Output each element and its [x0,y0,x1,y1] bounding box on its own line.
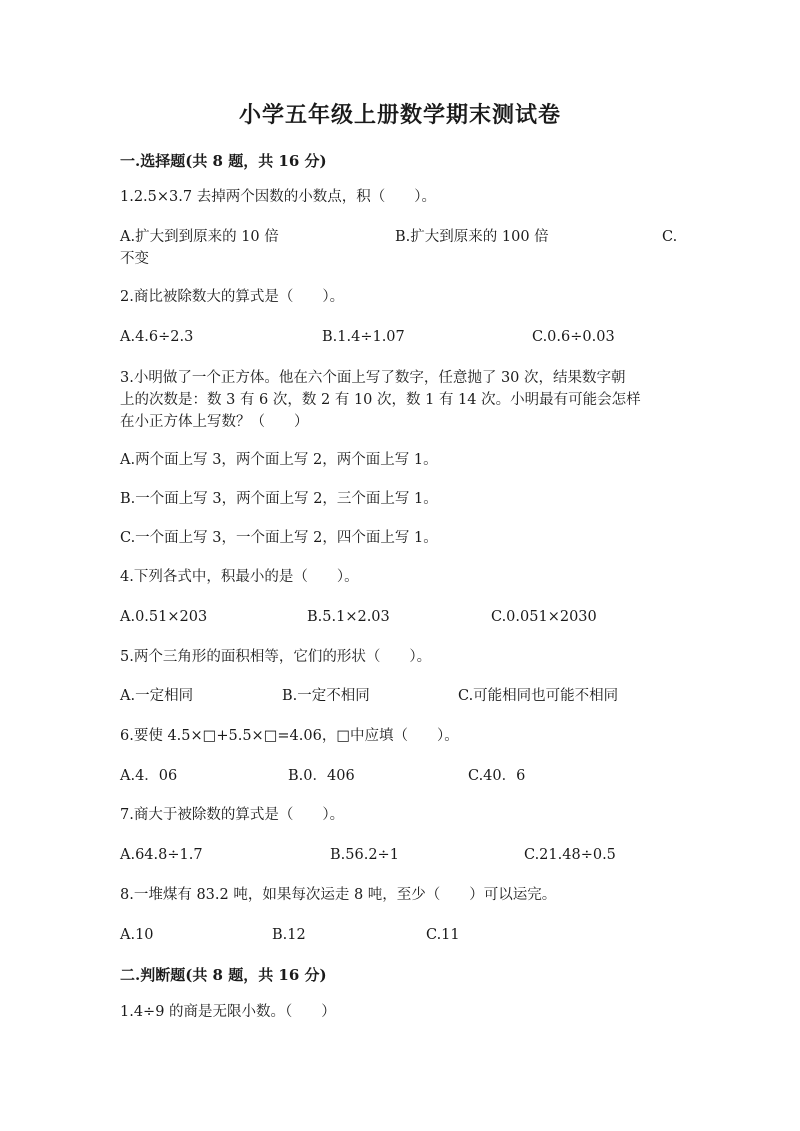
option-b: B.12 [272,927,306,943]
option-b: B.扩大到原来的 100 倍 [395,229,549,245]
option-c: C.0.051×2030 [491,609,597,625]
option-b: B.1.4÷1.07 [322,329,405,345]
option-a: A.一定相同 [120,688,194,704]
option-c: C.可能相同也可能不相同 [458,688,619,704]
option-b: B.一个面上写 3，两个面上写 2，三个面上写 1。 [120,491,438,507]
option-a: A.4.6÷2.3 [120,329,194,345]
question-stem: 7.商大于被除数的算式是（ ）。 [120,807,345,823]
option-a: A.两个面上写 3，两个面上写 2，两个面上写 1。 [120,452,438,468]
option-c: C.21.48÷0.5 [524,847,616,863]
option-c: C.一个面上写 3，一个面上写 2，四个面上写 1。 [120,530,438,546]
question-stem: 2.商比被除数大的算式是（ ）。 [120,289,345,305]
question-stem-line-1: 3.小明做了一个正方体。他在六个面上写了数字，任意抛了 30 次，结果数字朝 [120,370,626,386]
option-c: C.11 [426,927,460,943]
option-a: A.10 [120,927,154,943]
option-b: B.0．406 [288,768,355,784]
option-b: B.一定不相同 [282,688,370,704]
section-heading-judgment: 二.判断题(共 8 题，共 16 分) [120,966,327,984]
option-c: C.0.6÷0.03 [532,329,615,345]
question-stem-line-3: 在小正方体上写数？（ ） [120,414,309,430]
question-stem: 1.4÷9 的商是无限小数。（ ） [120,1004,336,1020]
question-stem: 8.一堆煤有 83.2 吨，如果每次运走 8 吨，至少（ ）可以运完。 [120,887,557,903]
option-c: C. [662,229,678,245]
question-stem: 4.下列各式中，积最小的是（ ）。 [120,569,359,585]
option-b: B.56.2÷1 [330,847,399,863]
option-b: B.5.1×2.03 [307,609,390,625]
option-c-wrap: 不变 [120,251,149,267]
question-stem: 1.2.5×3.7 去掉两个因数的小数点，积（ ）。 [120,189,436,205]
option-a: A.0.51×203 [120,609,208,625]
section-heading-choice: 一.选择题(共 8 题，共 16 分) [120,152,327,170]
question-stem: 5.两个三角形的面积相等，它们的形状（ ）。 [120,649,432,665]
option-a: A.64.8÷1.7 [120,847,203,863]
option-c: C.40．6 [468,768,526,784]
question-stem-line-2: 上的次数是：数 3 有 6 次，数 2 有 10 次，数 1 有 14 次。小明最有可能会怎样 [120,392,641,408]
question-stem: 6.要使 4.5×□+5.5×□=4.06，□中应填（ ）。 [120,728,459,744]
option-a: A.扩大到到原来的 10 倍 [120,229,279,245]
page-title: 小学五年级上册数学期末测试卷 [238,102,561,128]
option-a: A.4．06 [120,768,178,784]
